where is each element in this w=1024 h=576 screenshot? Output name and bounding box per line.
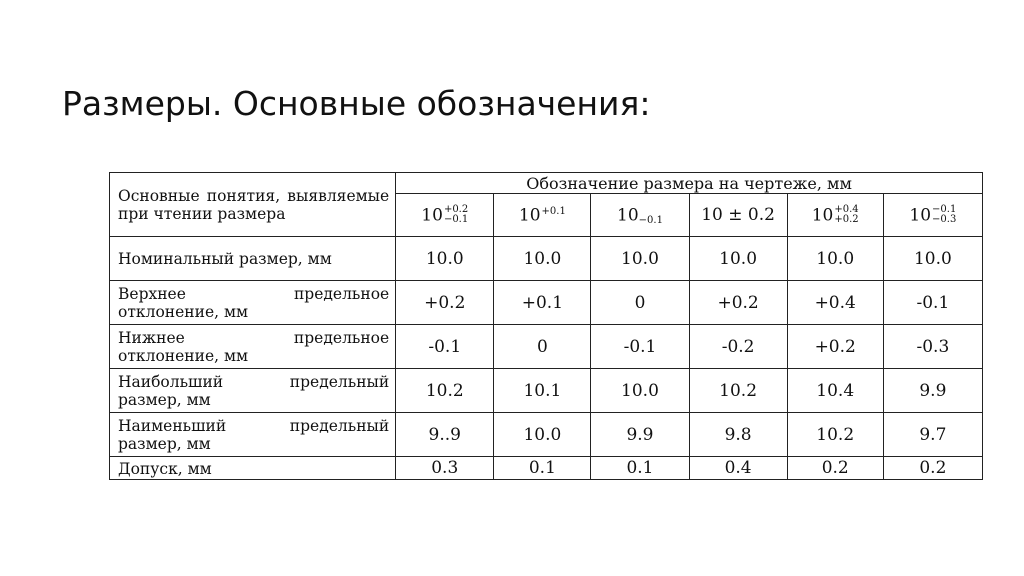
group-header: Обозначение размера на чертеже, мм xyxy=(396,173,983,194)
value-cell: +0.2 xyxy=(689,281,787,325)
value-cell: 0.1 xyxy=(494,457,591,480)
value-cell: 9.7 xyxy=(883,413,982,457)
value-cell: 0.2 xyxy=(787,457,883,480)
value-cell: 10.0 xyxy=(787,237,883,281)
value-cell: 9.9 xyxy=(883,369,982,413)
value-cell: +0.2 xyxy=(787,325,883,369)
value-cell: +0.4 xyxy=(787,281,883,325)
row-label: Верхнее предельное отклонение, мм xyxy=(110,281,396,325)
notation-cell: 10 +0.4 +0.2 xyxy=(787,194,883,237)
notation-cell: 10 +0.1 xyxy=(494,194,591,237)
value-cell: 10.0 xyxy=(689,237,787,281)
notation-cell: 10 +0.2 −0.1 xyxy=(396,194,494,237)
table-row xyxy=(110,369,983,413)
value-cell: 0 xyxy=(494,325,591,369)
slide-title: Размеры. Основные обозначения: xyxy=(62,84,651,123)
table-row xyxy=(110,281,983,325)
value-cell: -0.2 xyxy=(689,325,787,369)
table-row xyxy=(110,413,983,457)
value-cell: -0.1 xyxy=(396,325,494,369)
notation-cell: $10_{-0.1}$ xyxy=(591,194,689,237)
row-label: Наибольший предельный размер, мм xyxy=(110,369,396,413)
value-cell: 10.1 xyxy=(494,369,591,413)
value-cell: 10.0 xyxy=(494,237,591,281)
value-cell: 9..9 xyxy=(396,413,494,457)
table-row xyxy=(110,457,983,480)
row-label: Допуск, мм xyxy=(110,457,396,480)
value-cell: 0.1 xyxy=(591,457,689,480)
value-cell: 10.4 xyxy=(787,369,883,413)
value-cell: 0 xyxy=(591,281,689,325)
value-cell: -0.3 xyxy=(883,325,982,369)
value-cell: -0.1 xyxy=(591,325,689,369)
row-label: Номинальный размер, мм xyxy=(110,237,396,281)
value-cell: 10.0 xyxy=(883,237,982,281)
value-cell: 10.0 xyxy=(494,413,591,457)
value-cell: 9.8 xyxy=(689,413,787,457)
table-row xyxy=(110,325,983,369)
value-cell: 9.9 xyxy=(591,413,689,457)
value-cell: 10.2 xyxy=(787,413,883,457)
value-cell: +0.2 xyxy=(396,281,494,325)
row-label: Нижнее предельное отклонение, мм xyxy=(110,325,396,369)
value-cell: +0.1 xyxy=(494,281,591,325)
value-cell: 10.2 xyxy=(396,369,494,413)
notation-cell: 10 ± 0.2 xyxy=(689,194,787,237)
notation-cell: 10 −0.1 −0.3 xyxy=(883,194,982,237)
value-cell: 0.2 xyxy=(883,457,982,480)
dimensions-table xyxy=(109,172,983,480)
value-cell: 10.0 xyxy=(591,369,689,413)
value-cell: 10.2 xyxy=(689,369,787,413)
row-label: Наименьший предельный размер, мм xyxy=(110,413,396,457)
value-cell: 0.4 xyxy=(689,457,787,480)
table-row xyxy=(110,237,983,281)
value-cell: -0.1 xyxy=(883,281,982,325)
corner-header: Основные понятия, выявляемые при чтении размера xyxy=(110,173,396,237)
value-cell: 0.3 xyxy=(396,457,494,480)
value-cell: 10.0 xyxy=(591,237,689,281)
value-cell: 10.0 xyxy=(396,237,494,281)
